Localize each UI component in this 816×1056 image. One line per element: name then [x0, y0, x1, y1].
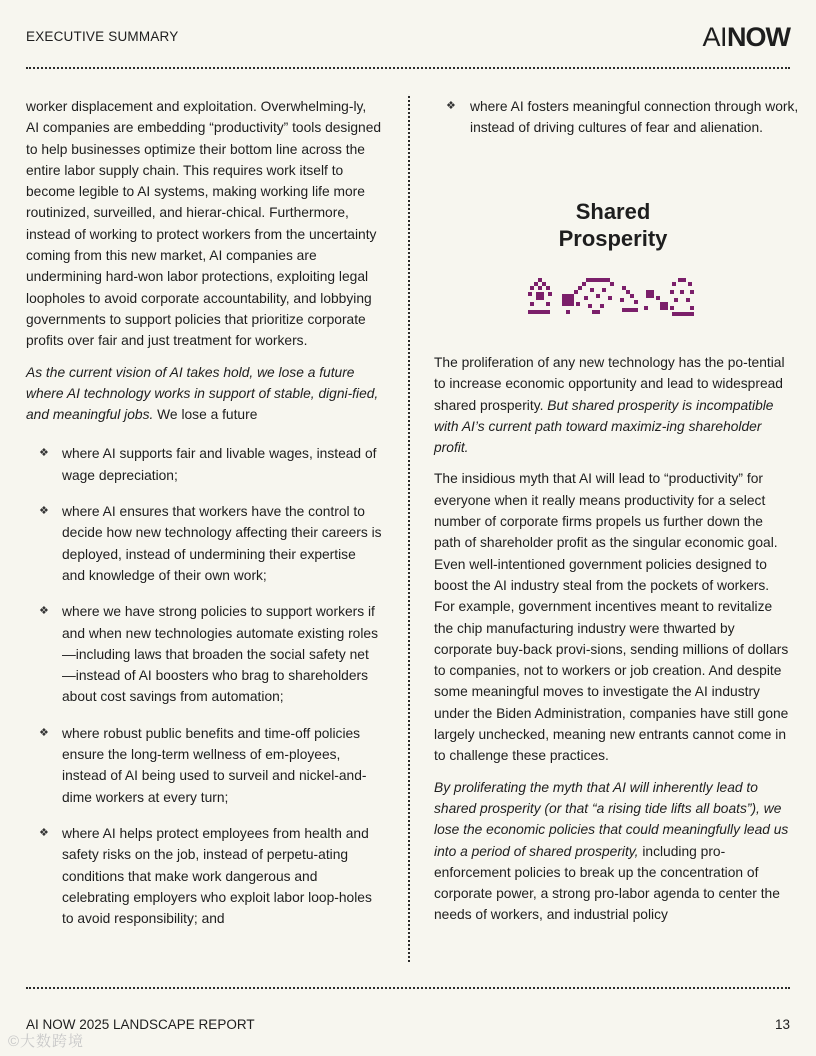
right-paragraph-1: The proliferation of any new technology has the po-tential to increase economic opportunity and lead to widespread shared prosperity. But shared prosperity is incompatible with AI’s current path toward maximiz-ing shareholder profit.: [434, 355, 785, 456]
footer-report-label: AI NOW 2025 LANDSCAPE REPORT: [26, 1017, 255, 1032]
ai-now-logo[interactable]: [703, 22, 791, 53]
right-paragraph-2: The insidious myth that AI will lead to “productivity” for everyone when it really means productivity for a select number of corporate firms propels us further down the path of shareholder profit as the singular economic goal. Even well-intentioned government policies designed to boost the AI industry steal from the pockets of workers. For example, government incentives meant to revitalize the chip manufacturing industry were thwarted by corporate buy-back provi-sions, sending millions of dollars to companies, not to workers or job creation. And despite some meaningful moves to investigate the AI industry under the Biden Administration, companies have still gone largely unchecked, meaning new entrants cannot come in to challenge these practices.: [434, 471, 789, 764]
header-section-label: EXECUTIVE SUMMARY: [26, 29, 179, 44]
diamond-bullet-icon: ❖: [39, 826, 49, 839]
list-item: ❖ where we have strong policies to support workers if and when new technologies automate existing roles—including laws that broaden the social safety net—instead of AI boosters who brag to shareholders about cost savings from automation;: [26, 601, 382, 707]
diamond-bullet-icon: ❖: [39, 605, 49, 618]
diamond-bullet-icon: ❖: [39, 505, 49, 518]
diamond-bullet-icon: ❖: [39, 447, 49, 460]
logo-now: NOW: [727, 22, 790, 52]
column-divider: [408, 96, 410, 962]
page-number: 13: [774, 1017, 790, 1032]
left-paragraph-2-italic: As the current vision of AI takes hold, we lose a future where AI technology works in support of stable, digni-fied, and meaningful jobs.: [26, 364, 379, 423]
left-paragraph-1: worker displacement and exploitation. Overwhelming-ly, AI companies are embedding “productivity” tools designed to help businesses optimize their bottom line across the entire labor supply chain. This requires work itself to become legible to AI systems, making working life more routinized, surveilled, and hierar-chical. Furthermore, instead of working to protect workers from the uncertainty coming from this new market, AI companies are undermining hard-won labor protections, exploiting legal loopholes to avoid corporate accountability, and lobbying governments to support policies that prioritize corporate profits over fair and just treatment for workers.: [26, 99, 382, 349]
list-item: ❖ where robust public benefits and time-off policies ensure the long-term wellness of em-ployees, instead of AI being used to surveil and nickel-and-dime workers at every turn;: [26, 723, 382, 808]
right-top-bullet: ❖ where AI fosters meaningful connection through work, instead of driving cultures of fear and alienation.: [446, 96, 810, 139]
list-item: ❖ where AI supports fair and livable wages, instead of wage depreciation;: [26, 443, 382, 486]
diamond-bullet-icon: ❖: [446, 100, 456, 112]
section-title: Shared Prosperity: [558, 199, 668, 251]
left-column: [26, 96, 382, 944]
right-paragraph-3: By proliferating the myth that AI will inherently lead to shared prosperity (or that “a rising tide lifts all boats”), we lose the economic policies that could meaningfully lead us into a period of shared prosperity, including pro-enforcement policies to break up the concentration of corporate power, a strong pro-labor agenda to center the needs of workers, and industrial policy: [434, 779, 789, 923]
footer-divider: [26, 987, 790, 989]
list-item: ❖ where AI ensures that workers have the control to decide how new technology affecting their careers is deployed, instead of undermining their expertise and knowledge of their own work;: [26, 501, 382, 586]
list-item: ❖ where AI helps protect employees from health and safety risks on the job, instead of perpetu-ating conditions that make work dangerous and celebrating employers who exploit labor loop-holes to avoid responsibility; and: [26, 823, 382, 929]
right-column: [434, 352, 792, 936]
left-paragraph-2: [26, 362, 382, 426]
left-paragraph-2-rest: We lose a future: [153, 407, 258, 423]
watermark: ©大数跨境: [8, 1033, 85, 1050]
logo-ai: AI: [702, 22, 728, 52]
future-bullet-list: [26, 443, 382, 929]
diamond-bullet-icon: ❖: [39, 726, 49, 739]
header-divider: [26, 67, 790, 69]
pixel-shapes-illustration-icon: [526, 276, 698, 320]
